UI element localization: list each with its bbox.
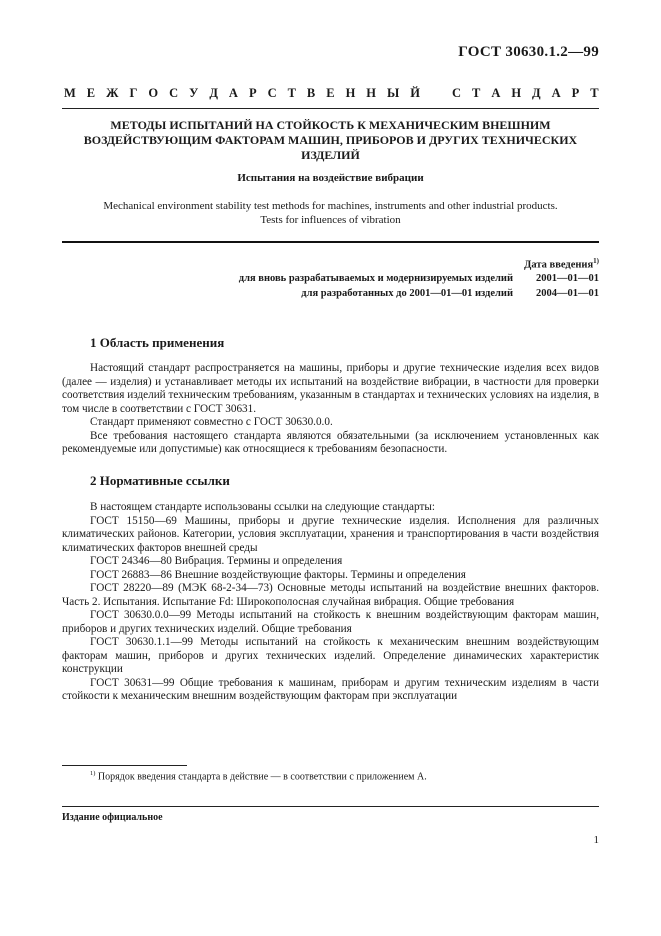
banner-letter xyxy=(431,86,441,101)
banner-letter: Р xyxy=(248,86,257,100)
banner-letter: С xyxy=(267,86,277,100)
banner-letter: Т xyxy=(287,86,296,100)
intro-date-label xyxy=(524,257,599,271)
footnote-text: Порядок введения стандарта в действие — в соответствии с приложением А. xyxy=(97,771,427,783)
banner-letter: Е xyxy=(326,86,335,100)
banner-letter: В xyxy=(306,86,316,100)
banner-letter: Ж xyxy=(106,86,119,100)
footnote-mark: 1) xyxy=(90,770,96,777)
section-2-heading xyxy=(90,473,230,489)
english-title-line-2: Tests for influences of vibration xyxy=(260,214,401,226)
section-2-body xyxy=(62,501,599,704)
banner-letter: Н xyxy=(366,86,377,100)
banner-letter: А xyxy=(228,86,238,100)
title-line-1: МЕТОДЫ ИСПЫТАНИЙ НА СТОЙКОСТЬ К МЕХАНИЧЕСКИМ ВНЕШНИМ xyxy=(110,118,551,132)
banner-letter: М xyxy=(64,86,76,100)
title-line-2: ВОЗДЕЙСТВУЮЩИМ ФАКТОРАМ МАШИН, ПРИБОРОВ И ДРУГИХ ТЕХНИЧЕСКИХ xyxy=(83,133,578,147)
section-1-heading xyxy=(90,335,224,351)
reference-item: ГОСТ 15150—69 Машины, приборы и другие технические изделия. Исполнения для различных климатических районов. Категории, условия эксплуатации, хранения и транспортирования в части воздействия климатических факторов внешней среды xyxy=(62,514,599,554)
footer-rule xyxy=(62,806,599,807)
reference-item: ГОСТ 26883—86 Внешние воздействующие факторы. Термины и определения xyxy=(90,568,466,581)
english-title xyxy=(62,199,599,227)
intro-footnote-mark: 1) xyxy=(593,257,599,265)
intro-row-date: 2001—01—01 xyxy=(536,273,599,284)
reference-item: ГОСТ 30630.0.0—99 Методы испытаний на стойкость к внешним воздействующим факторам машин, приборов и других технических изделий. Общие требования xyxy=(62,609,599,635)
paragraph: Настоящий стандарт распространяется на машины, приборы и другие технические изделия всех видов (далее — изделия) и устанавливает методы их испытаний на воздействие вибрации, в частности для проверки соответствия изделий техническим требованиям, указанным в стандартах и технических условиях на изделия, в том числе в соответствии с ГОСТ 30631. xyxy=(62,362,599,415)
banner-letter: А xyxy=(491,86,501,100)
intro-row-text: для разработанных до 2001—01—01 изделий xyxy=(301,288,513,299)
banner-letter: Н xyxy=(511,86,522,100)
reference-item: ГОСТ 30630.1.1—99 Методы испытаний на стойкость к механическим внешним воздействующим факторам машин, приборов и других технических изделий. Определение динамических характеристик конструкции xyxy=(62,636,599,675)
paragraph: В настоящем стандарте использованы ссылки на следующие стандарты: xyxy=(90,501,435,513)
banner-letter: А xyxy=(551,86,561,100)
footnote-rule xyxy=(62,765,187,766)
document-title xyxy=(62,118,599,163)
page-number: 1 xyxy=(593,834,599,846)
section-1-body xyxy=(62,362,599,457)
banner-letter: Г xyxy=(129,86,138,100)
reference-item: ГОСТ 28220—89 (МЭК 68-2-34—73) Основные методы испытаний на воздействие внешних факторов. Часть 2. Испытания. Испытание Fd: Широкополосная случайная вибрация. Общие требования xyxy=(62,582,599,608)
intro-row xyxy=(301,288,599,299)
banner-letter: Е xyxy=(86,86,96,100)
section-heading-text: 1 Область применения xyxy=(90,335,225,350)
gost-number: ГОСТ 30630.1.2—99 xyxy=(458,44,599,60)
banner-letter: Д xyxy=(532,86,541,100)
banner-letter: Т xyxy=(471,86,481,100)
footnote xyxy=(62,770,599,782)
banner-letter: С xyxy=(451,86,461,100)
banner-letter: О xyxy=(148,86,159,100)
banner-letter: Р xyxy=(571,86,580,100)
reference-item: ГОСТ 24346—80 Вибрация. Термины и определения xyxy=(90,555,343,567)
banner-letter: Д xyxy=(209,86,218,100)
title-rule xyxy=(62,241,599,243)
header-rule xyxy=(62,108,599,109)
document-subtitle: Испытания на воздействие вибрации xyxy=(237,172,424,184)
banner-letter: С xyxy=(169,86,179,100)
banner-letter: Ы xyxy=(387,86,400,100)
paragraph: Все требования настоящего стандарта являются обязательными (за исключением установленных как рекомендуемые или допустимые) как относящиеся к требованиям безопасности. xyxy=(62,429,599,455)
banner-letter: Т xyxy=(590,86,599,100)
paragraph: Стандарт применяют совместно с ГОСТ 30630.0.0. xyxy=(90,416,333,428)
intro-row-text: для вновь разрабатываемых и модернизируемых изделий xyxy=(238,273,513,284)
edition-label: Издание официальное xyxy=(62,812,163,823)
intro-date-text: Дата введения xyxy=(524,259,594,271)
reference-item: ГОСТ 30631—99 Общие требования к машинам, приборам и другим техническим изделиям в части стойкости к механическим внешним воздействующим факторам при эксплуатации xyxy=(62,676,599,702)
english-title-line-1: Mechanical environment stability test methods for machines, instruments and other industrial products. xyxy=(103,200,558,212)
title-line-3: ИЗДЕЛИЙ xyxy=(301,148,360,162)
section-heading-text: 2 Нормативные ссылки xyxy=(90,473,230,488)
banner-letter: Н xyxy=(345,86,356,100)
banner-letter: Й xyxy=(410,86,420,100)
intro-row xyxy=(239,273,599,284)
intro-row-date: 2004—01—01 xyxy=(536,288,599,299)
interstate-standard-banner xyxy=(64,86,599,101)
banner-letter: У xyxy=(189,86,199,100)
